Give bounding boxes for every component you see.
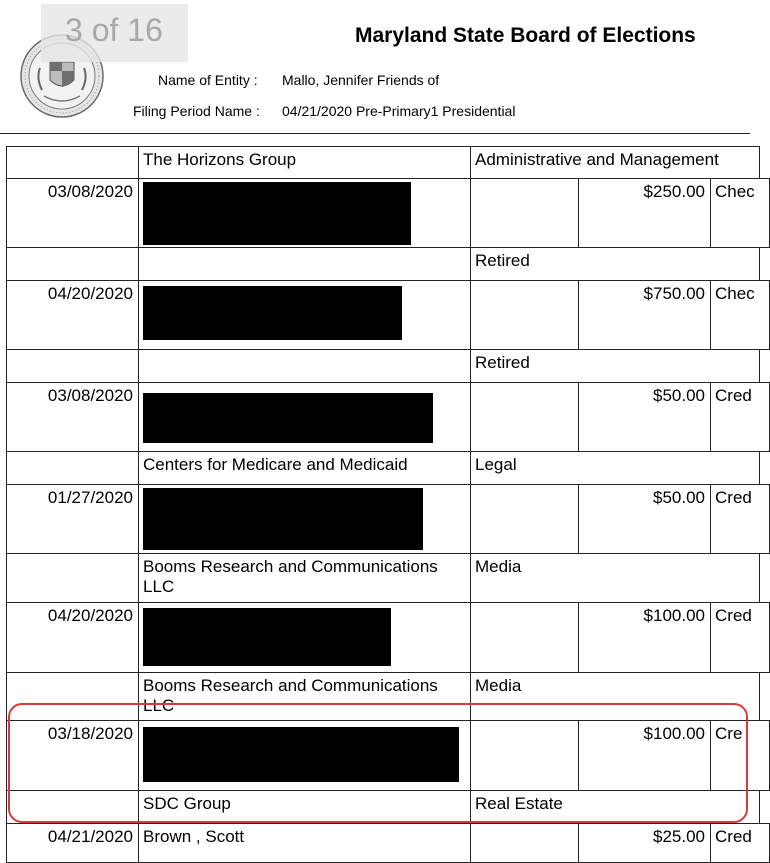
method-cell: Cred [710,382,770,452]
redaction-block [143,182,411,245]
amount-cell: $100.00 [578,602,711,673]
method-cell: Cred [710,823,770,863]
table-cell-blank [6,451,139,485]
amount-cell: $750.00 [578,280,711,350]
table-cell-blank [6,790,139,824]
employer-cell: Booms Research and Communications LLC [138,672,471,721]
table-cell-blank [6,146,139,179]
amount-cell: $100.00 [578,720,711,791]
occupation-cell: Retired [470,247,760,281]
employer-cell [138,247,471,281]
amount-cell: $25.00 [578,823,711,863]
occupation-cell: Retired [470,349,760,383]
table-cell-blank [6,247,139,281]
date-cell: 03/08/2020 [6,382,139,452]
filing-period-label: Filing Period Name : [133,103,260,119]
header-divider [0,133,750,134]
method-cell: Cred [710,602,770,673]
date-cell: 04/20/2020 [6,602,139,673]
redaction-block [143,393,433,443]
redaction-block [143,608,391,666]
table-cell-blank [6,553,139,603]
table-cell-blank [470,382,579,452]
redaction-block [143,727,459,782]
table-cell-blank [470,720,579,791]
occupation-cell: Real Estate [470,790,760,824]
table-cell-blank [6,672,139,721]
table-cell-blank [6,349,139,383]
date-cell: 03/18/2020 [6,720,139,791]
contributor-cell: Brown , Scott [138,823,471,863]
employer-cell [138,349,471,383]
filing-period-value: 04/21/2020 Pre-Primary1 Presidential [282,103,516,119]
employer-cell: SDC Group [138,790,471,824]
date-cell: 01/27/2020 [6,484,139,554]
date-cell: 04/21/2020 [6,823,139,863]
employer-cell: The Horizons Group [138,146,471,179]
table-cell-blank [470,484,579,554]
date-cell: 03/08/2020 [6,178,139,248]
occupation-cell: Legal [470,451,760,485]
date-cell: 04/20/2020 [6,280,139,350]
entity-label: Name of Entity : [158,72,258,88]
amount-cell: $250.00 [578,178,711,248]
occupation-cell: Media [470,672,760,721]
employer-cell: Centers for Medicare and Medicaid [138,451,471,485]
page-counter: 3 of 16 [41,4,188,62]
table-cell-blank [470,602,579,673]
method-cell: Chec [710,280,770,350]
redaction-block [143,286,402,340]
amount-cell: $50.00 [578,382,711,452]
method-cell: Cred [710,484,770,554]
amount-cell: $50.00 [578,484,711,554]
document-title: Maryland State Board of Elections [355,24,696,47]
table-cell-blank [470,178,579,248]
table-cell-blank [470,280,579,350]
occupation-cell: Media [470,553,760,603]
employer-cell: Booms Research and Communications LLC [138,553,471,603]
table-cell-blank [470,823,579,863]
method-cell: Cre [710,720,770,791]
redaction-block [143,488,423,550]
method-cell: Chec [710,178,770,248]
occupation-cell: Administrative and Management [470,146,760,179]
entity-value: Mallo, Jennifer Friends of [282,72,440,88]
